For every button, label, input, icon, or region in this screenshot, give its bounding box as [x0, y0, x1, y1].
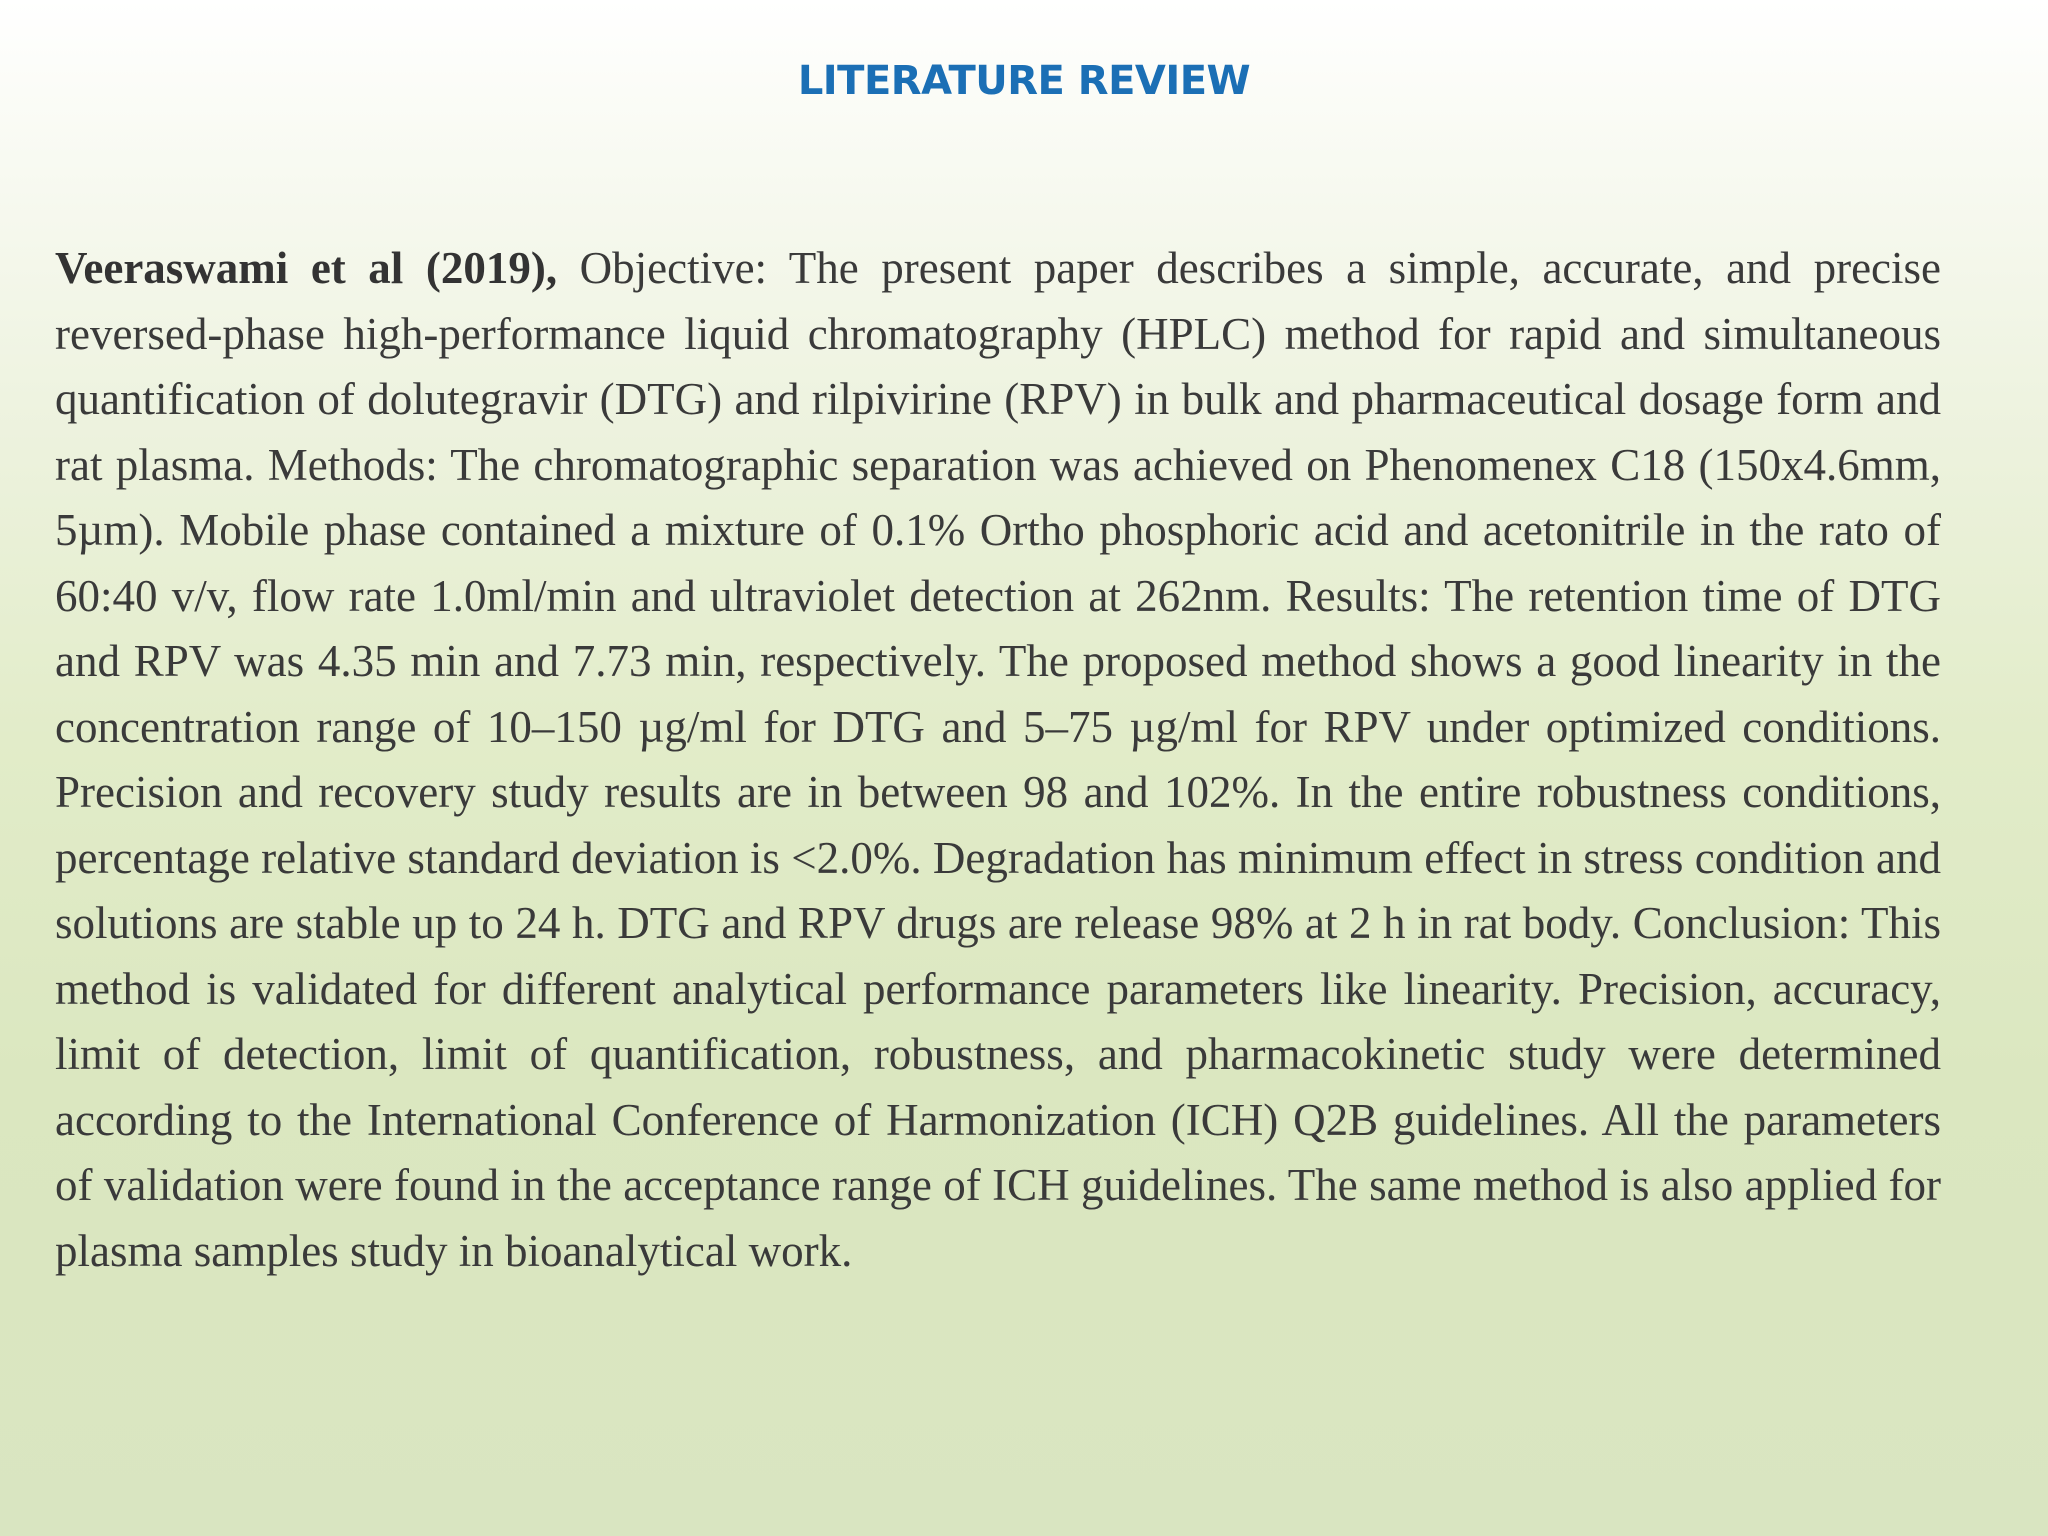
author-citation: Veeraswami et al (2019),	[55, 243, 558, 293]
literature-entry	[55, 236, 1941, 1284]
abstract-text: Objective: The present paper describes a simple, accurate, and precise reversed-phase high-performance liquid chromatography (HPLC) method for rapid and simultaneous quantification of dolutegravir (DTG) and rilpivirine (RPV) in bulk and pharmaceutical dosage form and rat plasma. Methods: The chromatographic separation was achieved on Phenomenex C18 (150x4.6mm, 5µm). Mobile phase contained a mixture of 0.1% Ortho phosphoric acid and acetonitrile in the rato of 60:40 v/v, flow rate 1.0ml/min and ultraviolet detection at 262nm. Results: The retention time of DTG and RPV was 4.35 min and 7.73 min, respectively. The proposed method shows a good linearity in the concentration range of 10–150 µg/ml for DTG and 5–75 µg/ml for RPV under optimized conditions. Precision and recovery study results are in between 98 and 102%. In the entire robustness conditions, percentage relative standard deviation is <2.0%. Degradation has minimum effect in stress condition and solutions are stable up to 24 h. DTG and RPV drugs are release 98% at 2 h in rat body. Conclusion: This method is validated for different analytical performance parameters like linearity. Precision, accuracy, limit of detection, limit of quantification, robustness, and pharmacokinetic study were determined according to the International Conference of Harmonization (ICH) Q2B guidelines. All the parameters of validation were found in the acceptance range of ICH guidelines. The same method is also applied for plasma samples study in bioanalytical work.	[55, 243, 1942, 1276]
slide-title: LITERATURE REVIEW	[797, 58, 1251, 104]
